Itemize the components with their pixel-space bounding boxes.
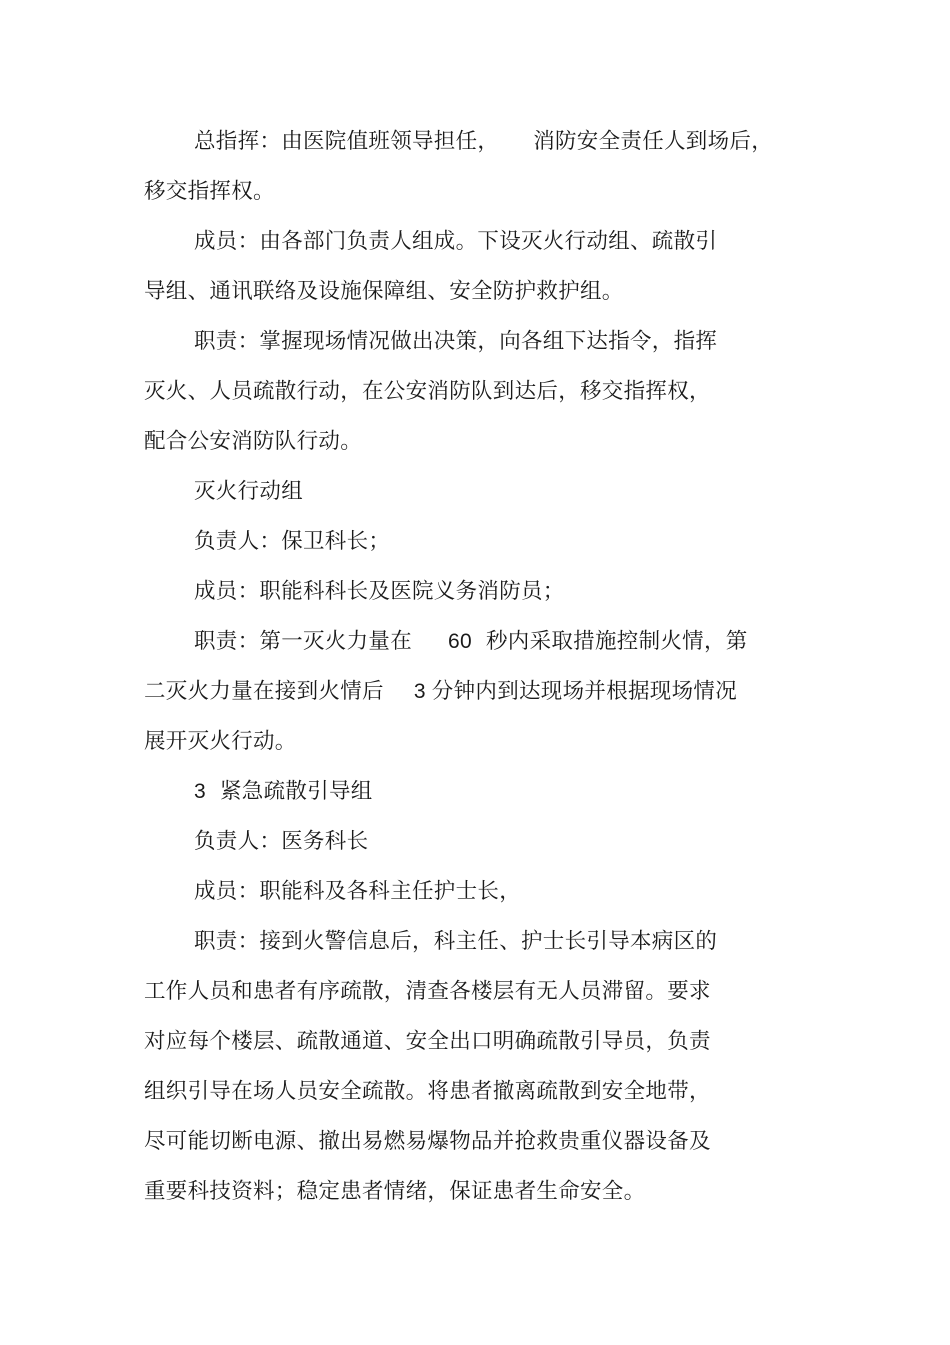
text-line: 成员：职能科科长及医院义务消防员；: [194, 579, 565, 604]
text-line: 总指挥：由医院值班领导担任， 消防安全责任人到场后，: [194, 129, 774, 154]
text-line: 负责人：医务科长: [194, 829, 369, 854]
text-line: 尽可能切断电源、撤出易燃易爆物品并抢救贵重仪器设备及: [144, 1129, 711, 1154]
text-line: 工作人员和患者有序疏散，清查各楼层有无人员滞留。要求: [144, 979, 711, 1004]
section-heading: 3 紧急疏散引导组: [194, 779, 373, 804]
section-heading: 灭火行动组: [194, 479, 304, 504]
text-line: 对应每个楼层、疏散通道、安全出口明确疏散引导员，负责: [144, 1029, 711, 1054]
text-line: 成员：职能科及各科主任护士长，: [194, 879, 522, 904]
text-line: 灭火、人员疏散行动，在公安消防队到达后，移交指挥权，: [144, 379, 711, 404]
text-line: 组织引导在场人员安全疏散。将患者撤离疏散到安全地带，: [144, 1079, 711, 1104]
text-line: 职责：接到火警信息后，科主任、护士长引导本病区的: [194, 929, 718, 954]
text-line: 成员：由各部门负责人组成。下设灭火行动组、疏散引: [194, 229, 718, 254]
text-line: 职责：掌握现场情况做出决策，向各组下达指令，指挥: [194, 329, 718, 354]
text-line: 移交指挥权。: [144, 179, 275, 204]
text-line: 配合公安消防队行动。: [144, 429, 363, 454]
text-line: 重要科技资料；稳定患者情绪，保证患者生命安全。: [144, 1179, 646, 1204]
text-line: 导组、通讯联络及设施保障组、安全防护救护组。: [144, 279, 624, 304]
text-line: 负责人：保卫科长；: [194, 529, 391, 554]
text-line: 二灭火力量在接到火情后 3 分钟内到达现场并根据现场情况: [144, 679, 737, 704]
text-line: 展开灭火行动。: [144, 729, 297, 754]
text-line: 职责：第一灭火力量在 60 秒内采取措施控制火情，第: [194, 629, 748, 654]
